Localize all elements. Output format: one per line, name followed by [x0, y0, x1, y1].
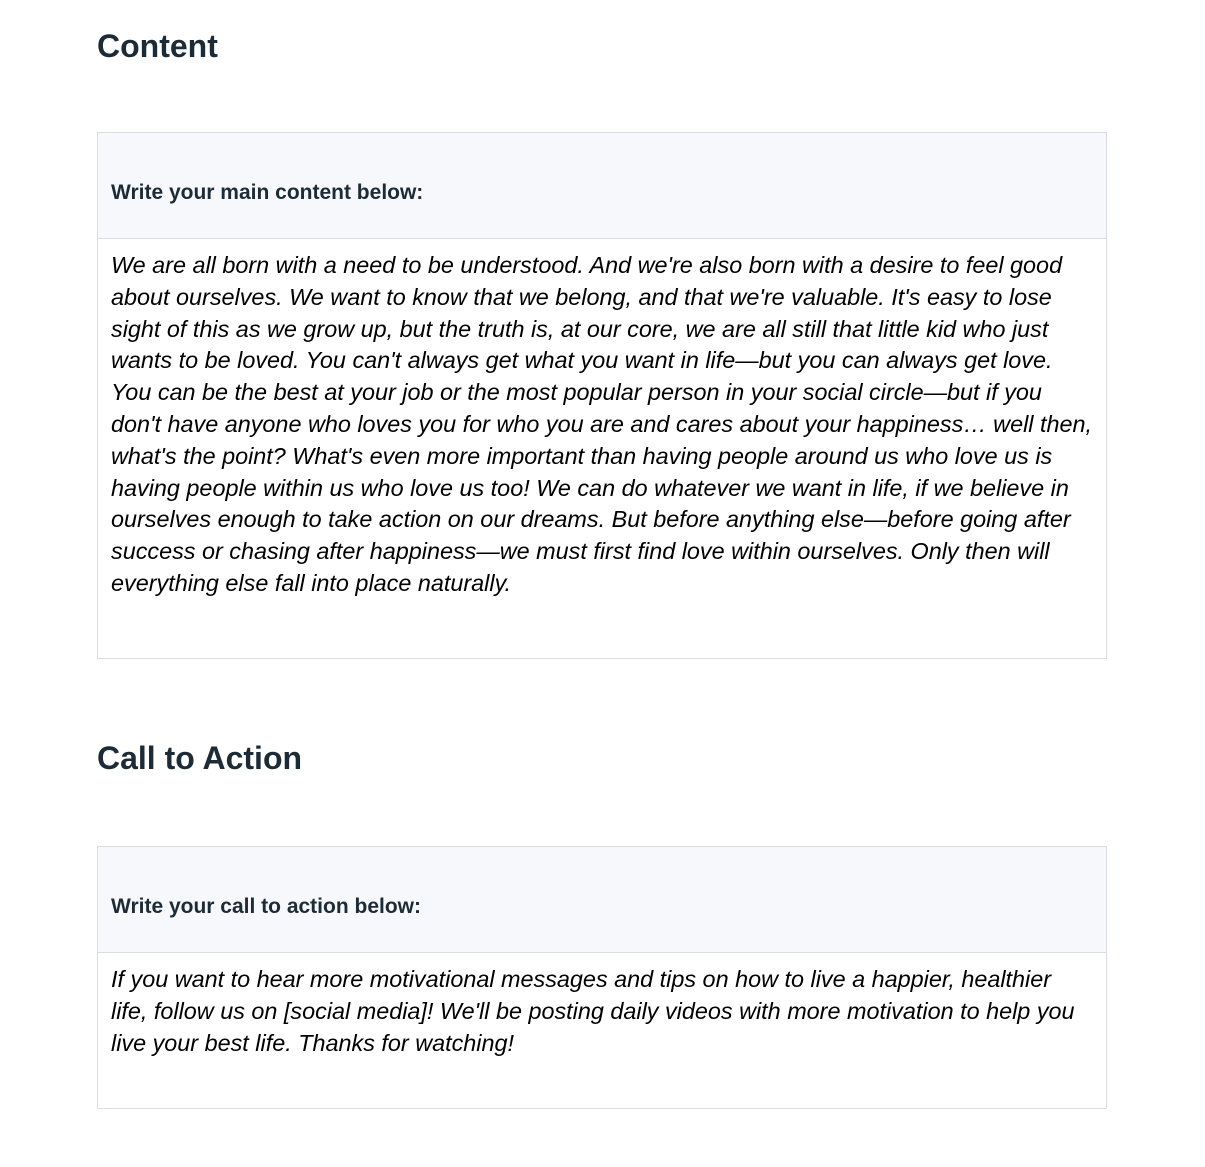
- content-box: [97, 132, 1107, 659]
- call-to-action-prompt-label: Write your call to action below:: [111, 895, 421, 918]
- call-to-action-text-area[interactable]: If you want to hear more motivational messages and tips on how to live a happier, healthier life, follow us on [social media]! We'll be posting daily videos with more motivation to help you live your best life. Thanks for watching!: [111, 966, 1075, 1056]
- content-box-header: [98, 133, 1106, 239]
- call-to-action-heading: Call to Action: [97, 740, 303, 776]
- call-to-action-box: [97, 846, 1107, 1109]
- call-to-action-box-header: [98, 847, 1106, 953]
- content-text-area[interactable]: We are all born with a need to be understood. And we're also born with a desire to feel good about ourselves. We want to know that we belong, and that we're valuable. It's easy to lose sight of this as we grow up, but the truth is, at our core, we are all still that little kid who just wants to be loved. You can't always get what you want in life—but you can always get love. You can be the best at your job or the most popular person in your social circle—but if you don't have anyone who loves you for who you are and cares about your happiness… well then, what's the point? What's even more important than having people around us who love us is having people within us who love us too! We can do whatever we want in life, if we believe in ourselves enough to take action on our dreams. But before anything else—before going after success or chasing after happiness—we must first find love within ourselves. Only then will everything else fall into place naturally.: [111, 252, 1092, 596]
- content-prompt-label: Write your main content below:: [111, 181, 424, 204]
- content-heading: Content: [97, 28, 218, 64]
